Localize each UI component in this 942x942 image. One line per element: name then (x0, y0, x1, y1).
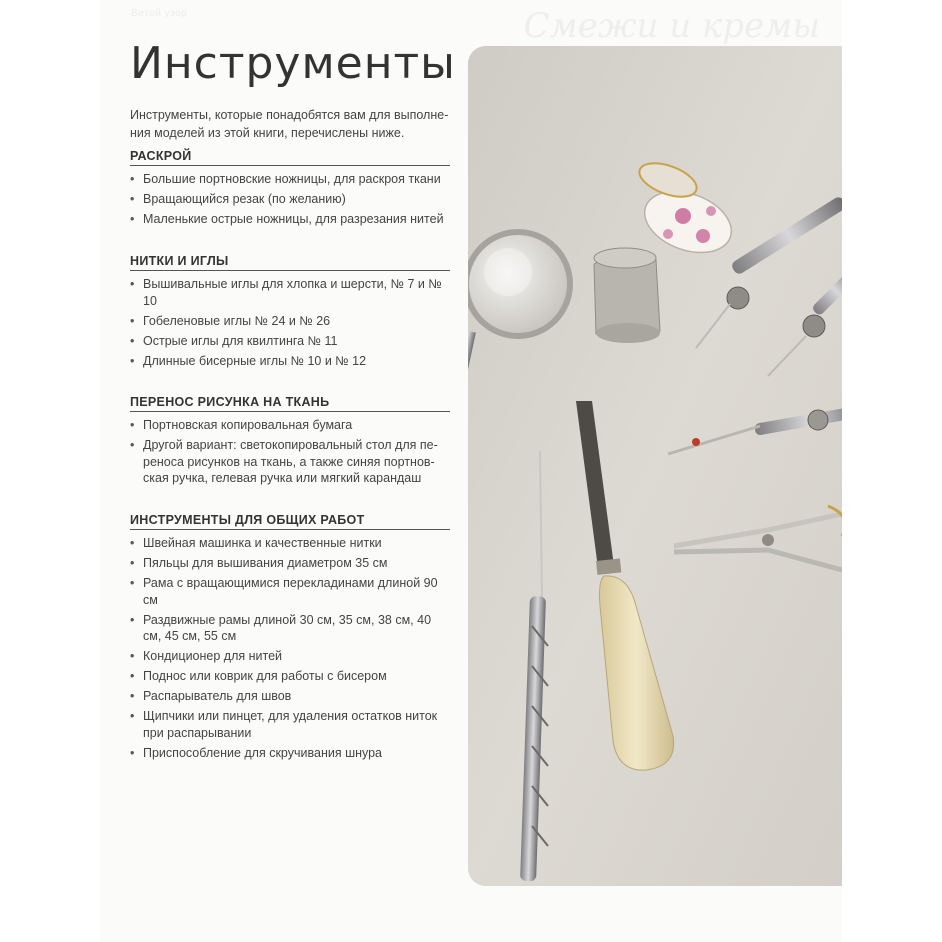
bleed-through-header-left: Витой узор (131, 8, 188, 19)
list-item: • Гобеленовые иглы № 24 и № 26 (130, 313, 450, 330)
section-heading: РАСКРОЙ (130, 149, 450, 166)
list-item: • Вращающийся резак (по желанию) (130, 191, 450, 208)
tools-illustration (468, 46, 842, 886)
list-item: • Раздвижные рамы длиной 30 см, 35 см, 38 см, 40 см, 45 см, 55 см (130, 612, 450, 645)
section-pattern-transfer (130, 395, 450, 490)
section-threads-needles (130, 254, 450, 373)
item-list (130, 535, 450, 761)
bleed-through-header-right: Смежи и кремы (523, 6, 820, 46)
section-cutting (130, 149, 450, 231)
list-item: • Поднос или коврик для работы с бисером (130, 668, 450, 685)
book-page (100, 0, 842, 942)
list-item: • Щипчики или пинцет, для удаления остатков ниток при распарывании (130, 708, 450, 741)
list-item: • Приспособление для скручивания шнура (130, 745, 450, 762)
section-heading: ПЕРЕНОС РИСУНКА НА ТКАНЬ (130, 395, 450, 412)
tools-photo (468, 46, 842, 886)
page-title: Инструменты (130, 38, 456, 89)
list-item: • Распарыватель для швов (130, 688, 450, 705)
item-list (130, 276, 450, 369)
item-list (130, 417, 450, 487)
list-item: • Пяльцы для вышивания диаметром 35 см (130, 555, 450, 572)
section-heading: ИНСТРУМЕНТЫ ДЛЯ ОБЩИХ РАБОТ (130, 513, 450, 530)
list-item: • Острые иглы для квилтинга № 11 (130, 333, 450, 350)
list-item: • Кондиционер для нитей (130, 648, 450, 665)
section-heading: НИТКИ И ИГЛЫ (130, 254, 450, 271)
list-item: • Другой вариант: светокопировальный стол для пе-реноса рисунков на ткань, а также синяя портнов-ская ручка, гелевая ручка или мягкий карандаш (130, 437, 450, 487)
list-item: • Портновская копировальная бумага (130, 417, 450, 434)
intro-paragraph: Инструменты, которые понадобятся вам для выполне-ния моделей из этой книги, перечислены ниже. (130, 108, 449, 140)
item-list (130, 171, 450, 228)
list-item: • Большие портновские ножницы, для раскроя ткани (130, 171, 450, 188)
list-item: • Вышивальные иглы для хлопка и шерсти, № 7 и № 10 (130, 276, 450, 309)
list-item: • Рама с вращающимися перекладинами длиной 90 см (130, 575, 450, 608)
metal-thimble (594, 248, 660, 343)
list-item: • Маленькие острые ножницы, для разрезания нитей (130, 211, 450, 228)
list-item: • Длинные бисерные иглы № 10 и № 12 (130, 353, 450, 370)
list-item: • Швейная машинка и качественные нитки (130, 535, 450, 552)
section-general-tools (130, 513, 450, 765)
